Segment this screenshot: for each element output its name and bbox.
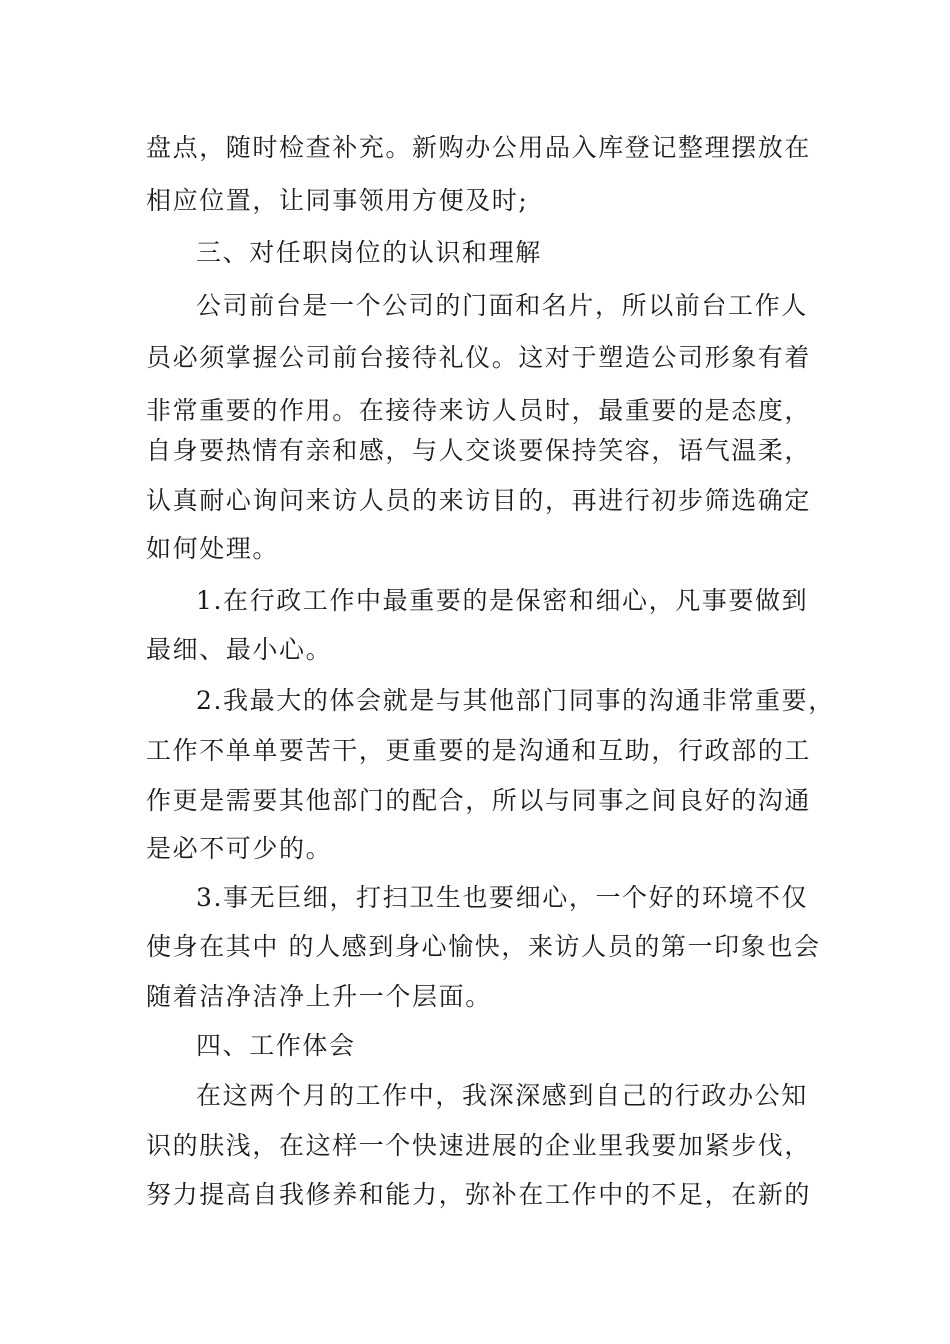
- text-line: 在这两个月的工作中，我深深感到自己的行政办公知: [196, 1081, 808, 1110]
- text-line: 自身要热情有亲和感，与人交谈要保持笑容，语气温柔，: [146, 436, 812, 465]
- list-item: 3.事无巨细，打扫卫生也要细心，一个好的环境不仅: [196, 883, 809, 912]
- text-line: 最细、最小心。: [146, 635, 333, 664]
- text-line: 非常重要的作用。在接待来访人员时，最重要的是态度，: [146, 396, 812, 425]
- text-line: 相应位置，让同事领用方便及时;: [146, 186, 529, 215]
- list-item: 1.在行政工作中最重要的是保密和细心，凡事要做到: [196, 586, 809, 615]
- section-heading: 四、工作体会: [196, 1031, 356, 1060]
- text-line: 工作不单单要苦干，更重要的是沟通和互助，行政部的工: [146, 736, 812, 765]
- text-line: 识的肤浅，在这样一个快速进展的企业里我要加紧步伐，: [146, 1131, 812, 1160]
- text-line: 随着洁净洁净上升一个层面。: [146, 982, 492, 1011]
- text-line: 认真耐心询问来访人员的来访目的，再进行初步筛选确定: [146, 486, 812, 515]
- section-heading: 三、对任职岗位的认识和理解: [196, 238, 542, 267]
- text-line: 如何处理。: [146, 534, 280, 563]
- text-line: 公司前台是一个公司的门面和名片，所以前台工作人: [196, 291, 808, 320]
- text-line: 盘点，随时检查补充。新购办公用品入库登记整理摆放在: [146, 133, 812, 162]
- text-line: 是必不可少的。: [146, 834, 333, 863]
- list-item: 2.我最大的体会就是与其他部门同事的沟通非常重要，: [196, 686, 835, 715]
- text-line: 使身在其中 的人感到身心愉快，来访人员的第一印象也会: [146, 932, 821, 961]
- text-line: 作更是需要其他部门的配合，所以与同事之间良好的沟通: [146, 786, 812, 815]
- text-line: 员必须掌握公司前台接待礼仪。这对于塑造公司形象有着: [146, 343, 812, 372]
- text-line: 努力提高自我修养和能力，弥补在工作中的不足，在新的: [146, 1180, 812, 1209]
